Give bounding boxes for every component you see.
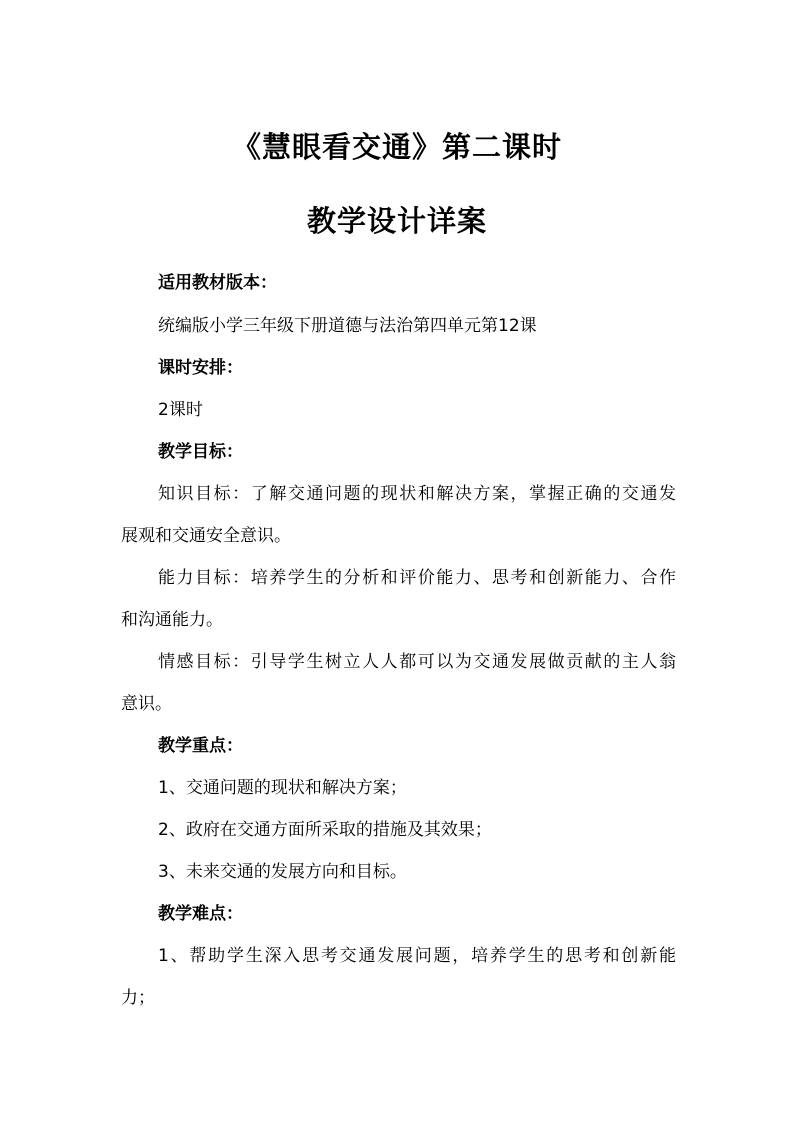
difficulty-1-line1: 1、帮助学生深入思考交通发展问题，培养学生的思考和创新能 — [158, 946, 676, 966]
goals-heading: 教学目标： — [158, 442, 243, 462]
key-points-heading: 教学重点： — [158, 736, 243, 756]
difficulties-heading: 教学难点： — [158, 904, 243, 924]
textbook-value: 统编版小学三年级下册道德与法治第四单元第12课 — [158, 316, 537, 336]
textbook-heading: 适用教材版本： — [158, 273, 277, 293]
schedule-value: 2课时 — [158, 400, 203, 420]
schedule-heading: 课时安排： — [158, 358, 243, 378]
difficulty-1-line2: 力； — [121, 988, 155, 1008]
key-point-1: 1、交通问题的现状和解决方案； — [158, 778, 407, 798]
key-point-3: 3、未来交通的发展方向和目标。 — [158, 862, 407, 882]
goal-ability-line2: 和沟通能力。 — [121, 610, 223, 630]
goal-emotion-line2: 意识。 — [121, 694, 172, 714]
goal-ability-line1: 能力目标：培养学生的分析和评价能力、思考和创新能力、合作 — [158, 568, 676, 588]
key-point-2: 2、政府在交通方面所采取的措施及其效果； — [158, 820, 492, 840]
goal-emotion-line1: 情感目标：引导学生树立人人都可以为交通发展做贡献的主人翁 — [158, 652, 676, 672]
document-title: 《慧眼看交通》第二课时 — [231, 130, 562, 164]
document-subtitle: 教学设计详案 — [306, 204, 487, 238]
goal-knowledge-line2: 展观和交通安全意识。 — [121, 526, 291, 546]
goal-knowledge-line1: 知识目标：了解交通问题的现状和解决方案，掌握正确的交通发 — [158, 484, 676, 504]
